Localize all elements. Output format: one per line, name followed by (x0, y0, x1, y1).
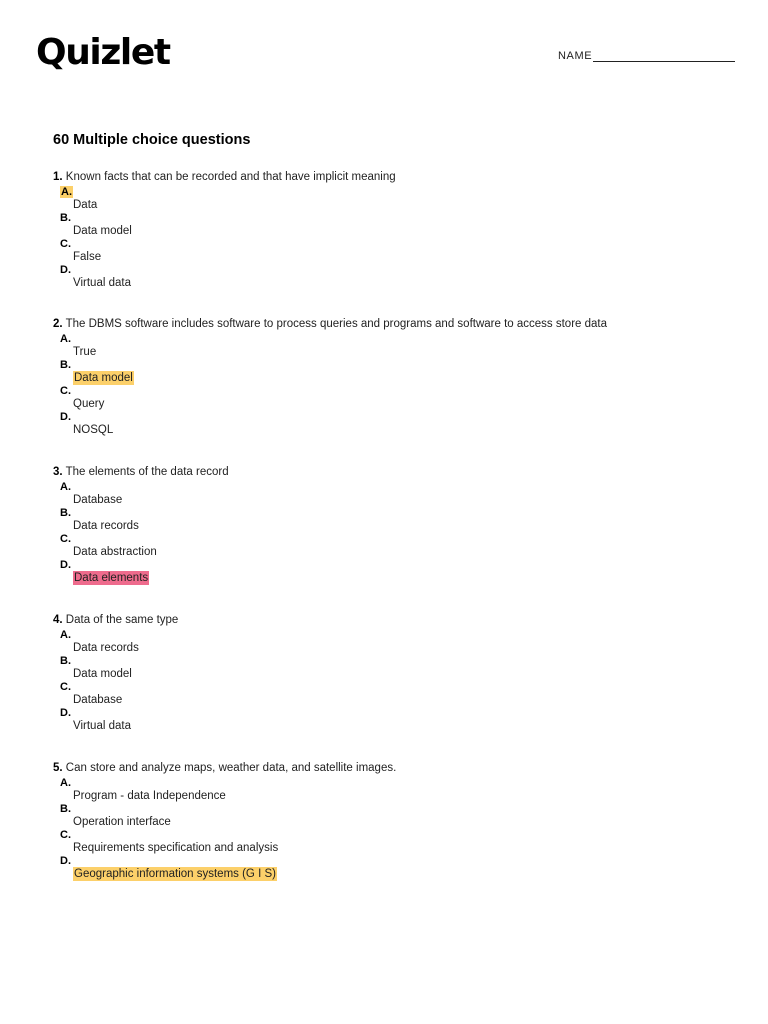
option-letter-c: C. (60, 238, 71, 250)
option-text: Data records (73, 520, 139, 532)
option-text: NOSQL (73, 424, 114, 436)
option-letter-a: A. (60, 629, 71, 641)
option-letter-c: C. (60, 533, 71, 545)
question-text (53, 613, 178, 629)
question-text (53, 761, 396, 777)
question-5 (53, 761, 396, 881)
question-2 (53, 317, 607, 437)
option-letter-d: D. (60, 855, 71, 867)
question-text (53, 170, 396, 186)
option-text: Data records (73, 642, 139, 654)
option-text: True (73, 346, 97, 358)
option-letter-a: A. (60, 481, 71, 493)
option-text: Data model (73, 225, 132, 237)
name-input-line[interactable] (593, 48, 735, 62)
option-letter-b: B. (60, 212, 71, 224)
option-text: Requirements specification and analysis (73, 842, 279, 854)
option-text: Operation interface (73, 816, 171, 828)
option-text-highlighted: Geographic information systems (G I S) (74, 868, 276, 880)
name-field (558, 48, 735, 62)
option-letter-c: C. (60, 385, 71, 397)
option-letter-b: B. (60, 803, 71, 815)
option-letter-c: C. (60, 829, 71, 841)
option-letter-d: D. (60, 559, 71, 571)
option-text: Data abstraction (73, 546, 157, 558)
question-4 (53, 613, 178, 733)
question-prompt: Can store and analyze maps, weather data, and satellite images. (65, 762, 397, 774)
option-letter-b: B. (60, 359, 71, 371)
option-letter-b: B. (60, 507, 71, 519)
option-text: Database (73, 694, 123, 706)
option-text: Virtual data (73, 720, 131, 732)
option-text: Query (73, 398, 105, 410)
question-3 (53, 465, 229, 585)
option-text-highlighted: Data model (74, 372, 133, 384)
option-letter-a: A. (60, 777, 71, 789)
option-letter-b: B. (60, 655, 71, 667)
question-number: 5. (53, 762, 63, 774)
question-prompt: Known facts that can be recorded and that have implicit meaning (65, 171, 396, 183)
option-text-highlighted: Data elements (74, 572, 149, 584)
question-prompt: Data of the same type (65, 614, 179, 626)
question-text (53, 465, 229, 481)
option-text: Database (73, 494, 123, 506)
option-letter-a: A. (61, 186, 72, 198)
option-text: Program - data Independence (73, 790, 226, 802)
question-number: 2. (53, 318, 63, 330)
question-number: 3. (53, 466, 63, 478)
question-prompt: The DBMS software includes software to process queries and programs and software to access store data (65, 318, 607, 330)
question-text (53, 317, 607, 333)
name-label: NAME (558, 50, 593, 62)
quizlet-logo: Quizlet (36, 32, 170, 73)
option-letter-a: A. (60, 333, 71, 345)
option-letter-d: D. (60, 264, 71, 276)
option-text: Data model (73, 668, 132, 680)
question-prompt: The elements of the data record (65, 466, 229, 478)
option-text: False (73, 251, 102, 263)
question-1 (53, 170, 396, 290)
section-title: 60 Multiple choice questions (53, 132, 251, 148)
question-number: 4. (53, 614, 63, 626)
option-letter-c: C. (60, 681, 71, 693)
option-letter-d: D. (60, 707, 71, 719)
question-number: 1. (53, 171, 63, 183)
option-text: Data (73, 199, 98, 211)
option-text: Virtual data (73, 277, 131, 289)
option-letter-d: D. (60, 411, 71, 423)
